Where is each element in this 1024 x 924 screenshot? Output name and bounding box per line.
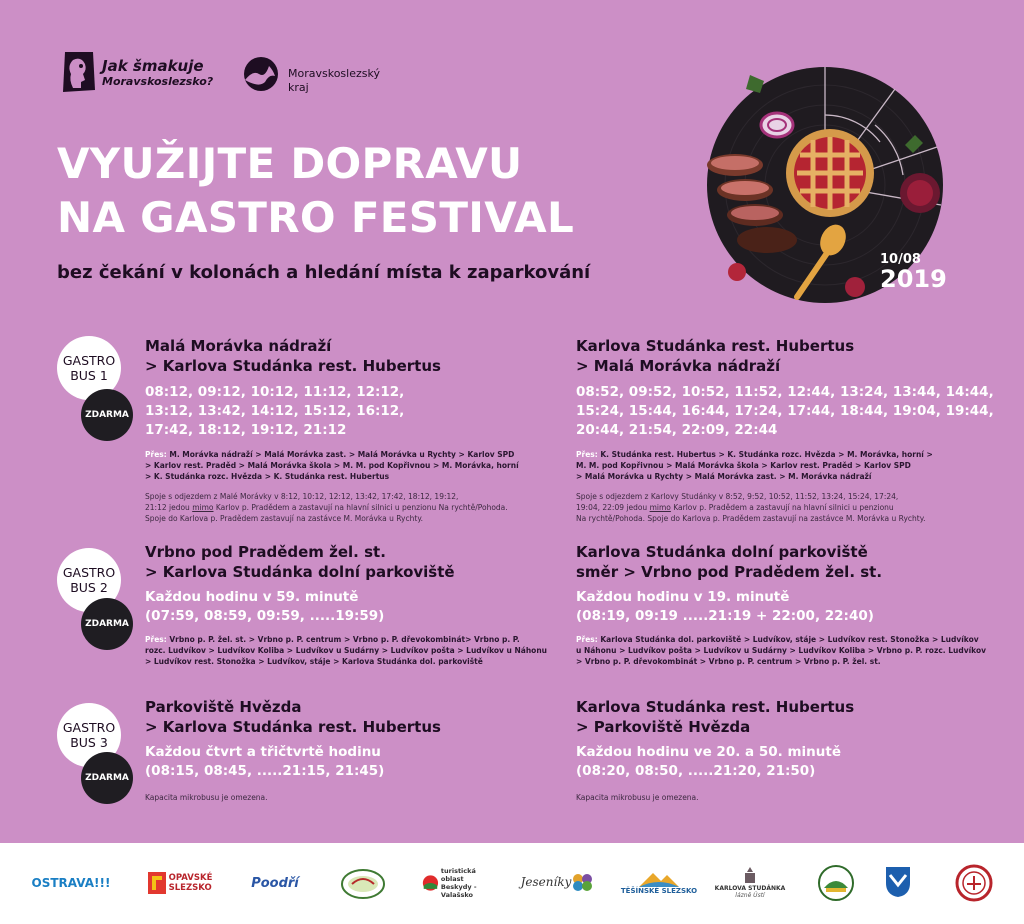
times-line: (08:19, 09:19 .....21:19 + 22:00, 22:40) (576, 608, 874, 624)
bus1-back-note (576, 491, 925, 524)
bus1-back-to: > Malá Morávka nádraží (576, 357, 781, 375)
bus3-free-badge: ZDARMA (81, 752, 133, 804)
sponsor-footer (0, 843, 1024, 924)
bus1-badge-label: BUS 1 (70, 368, 108, 383)
bus1-out-to: > Karlova Studánka rest. Hubertus (145, 357, 441, 375)
round-red-emblem-icon (955, 864, 993, 902)
times-line: (08:15, 08:45, .....21:15, 21:45) (145, 763, 385, 779)
beskydy-valassko-logo (422, 867, 500, 899)
jeseniky-flower-icon (571, 872, 595, 892)
moravske-kravarsko-logo-icon (340, 867, 386, 901)
bus1-back-from: Karlova Studánka rest. Hubertus (576, 337, 855, 355)
festival-date (880, 252, 947, 293)
via-line: M. M. pod Kopřivnou > Malá Morávka škola > Karlov rest. Praděd > Karlov SPD (576, 461, 911, 470)
note-line: Na rychtě/Pohoda. Spoje do Karlova p. Pradědem zastavují na zastávce M. Morávka u Rychty. (576, 514, 926, 523)
note-text: 19:04, 22:09 jedou (576, 503, 650, 512)
times-line: Každou hodinu v 59. minutě (145, 589, 359, 605)
bus3-back-to: > Parkoviště Hvězda (576, 718, 751, 736)
bus1-out-times (145, 383, 404, 440)
via-label: Přes: (145, 635, 167, 644)
logo1-line1: Jak šmakuje (102, 57, 204, 75)
bus3-out-note: Kapacita mikrobusu je omezena. (145, 793, 268, 802)
times-line: 08:52, 09:52, 10:52, 11:52, 12:44, 13:24, 13:44, 14:44, (576, 384, 994, 400)
via-line: > Vrbno p. P. dřevokombinát > Vrbno p. P. centrum > Vrbno p. P. žel. st. (576, 657, 881, 666)
times-line: 17:42, 18:12, 19:12, 21:12 (145, 422, 347, 438)
bus3-out-from: Parkoviště Hvězda (145, 698, 302, 716)
poodri-logo: Poodří (251, 875, 299, 891)
note-line: Spoje s odjezdem z Karlovy Studánky v 8:52, 9:52, 10:52, 11:52, 13:24, 15:24, 17:24, (576, 492, 899, 501)
times-line: (08:20, 08:50, .....21:20, 21:50) (576, 763, 816, 779)
municipal-emblem-green-icon (817, 864, 855, 902)
bus1-out-from: Malá Morávka nádraží (145, 337, 332, 355)
times-line: 15:24, 15:44, 16:44, 17:24, 17:44, 18:44, 19:04, 19:44, (576, 403, 994, 419)
note-line: Spoje do Karlova p. Pradědem zastavují na zastávce M. Morávka u Rychty. (145, 514, 424, 523)
bus3-badge-gastro: GASTRO (62, 720, 116, 735)
beskydy-icon (422, 873, 439, 893)
bus2-out-times (145, 588, 384, 626)
bus1-back-route (576, 336, 854, 376)
tesinske-text: TĚŠÍNSKÉ SLEZSKO (620, 887, 698, 895)
via-line: > Karlov rest. Praděd > Malá Morávka škola > M. M. pod Kopřivnou > M. Morávka, horní (145, 461, 519, 470)
bus3-back-route (576, 697, 854, 737)
karlova-line1: KARLOVA STUDÁNKA (714, 885, 786, 892)
bus2-back-stops (576, 634, 986, 667)
opavske-slezsko-logo (144, 867, 216, 899)
note-text: Karlov p. Pradědem a zastavují na hlavní silnici u penzionu (670, 503, 894, 512)
times-line: (07:59, 08:59, 09:59, .....19:59) (145, 608, 385, 624)
beskydy-line1: turistická oblast (440, 867, 476, 883)
logo2-line2: kraj (288, 81, 309, 94)
opavske-line1: OPAVSKÉ (168, 873, 213, 883)
note-underlined: mimo (649, 503, 671, 512)
jak-smakuje-logo-icon (61, 50, 97, 94)
moravskoslezsky-kraj-logo-text (288, 67, 380, 95)
times-line: 13:12, 13:42, 14:12, 15:12, 16:12, (145, 403, 405, 419)
via-line: M. Morávka nádraží > Malá Morávka zast. > Malá Morávka u Rychty > Karlov SPD (169, 450, 515, 459)
via-line: rozc. Ludvíkov > Ludvíkov Koliba > Ludvíkov u Sudárny > Ludvíkov pošta > Ludvíkov u Náhonu (145, 646, 548, 655)
times-line: Každou hodinu ve 20. a 50. minutě (576, 744, 841, 760)
jeseniky-logo (518, 867, 598, 897)
via-label: Přes: (576, 450, 598, 459)
note-text: 21:12 jedou (145, 503, 193, 512)
via-line: Karlova Studánka dol. parkoviště > Ludvíkov, stáje > Ludvíkov rest. Stonožka > Ludvíkov (600, 635, 979, 644)
via-line: K. Studánka rest. Hubertus > K. Studánka rozc. Hvězda > M. Morávka, horní > (600, 450, 933, 459)
bus1-back-stops (576, 449, 933, 482)
note-text: Karlov p. Pradědem a zastavují na hlavní silnici u penzionu Na rychtě/Pohoda. (213, 503, 508, 512)
bus2-badge-gastro: GASTRO (62, 565, 116, 580)
logo2-line1: Moravskoslezský (288, 67, 380, 80)
bus1-free-badge: ZDARMA (81, 389, 133, 441)
times-line: Každou čtvrt a třičtvrtě hodinu (145, 744, 381, 760)
bus1-back-times (576, 383, 994, 440)
bus2-back-route (576, 542, 882, 582)
bus2-back-from: Karlova Studánka dolní parkoviště (576, 543, 868, 561)
opavske-line2: SLEZSKO (168, 883, 212, 893)
festival-year: 2019 (880, 265, 947, 293)
times-line: 20:44, 21:54, 22:09, 22:44 (576, 422, 778, 438)
subheadline: bez čekání v kolonách a hledání místa k zaparkování (57, 262, 591, 283)
headline (57, 137, 574, 245)
moravskoslezsky-kraj-logo-icon (241, 56, 281, 92)
karlova-studanka-emblem-icon (741, 867, 759, 885)
via-line: > Malá Morávka u Rychty > Malá Morávka zast. > M. Morávka nádraží (576, 472, 872, 481)
logo1-line2: Moravskoslezsko? (102, 75, 214, 88)
bus3-out-route (145, 697, 441, 737)
bus2-back-times (576, 588, 874, 626)
opavske-slezsko-icon (148, 872, 166, 894)
via-line: u Náhonu > Ludvíkov pošta > Ludvíkov u Sudárny > Ludvíkov Koliba > Vrbno p. P. rozc. Ludvíkov (576, 646, 987, 655)
via-line: > Ludvíkov rest. Stonožka > Ludvíkov, stáje > Karlova Studánka dol. parkoviště (145, 657, 483, 666)
bus2-badge-label: BUS 2 (70, 580, 108, 595)
karlova-line2: lázně Ústí (735, 892, 765, 899)
bus2-out-from: Vrbno pod Pradědem žel. st. (145, 543, 386, 561)
headline-line1: VYUŽIJTE DOPRAVU (57, 139, 523, 188)
karlova-studanka-logo (712, 861, 788, 905)
bus2-back-to: směr > Vrbno pod Pradědem žel. st. (576, 563, 883, 581)
bus1-badge-gastro: GASTRO (62, 353, 116, 368)
tesinske-slezsko-logo (620, 863, 698, 903)
bus2-out-route (145, 542, 455, 582)
via-label: Přes: (145, 450, 167, 459)
bus1-out-route (145, 336, 441, 376)
bus1-out-note (145, 491, 508, 524)
festival-day: 10/08 (880, 252, 921, 267)
beskydy-line2: Beskydy - Valašsko (440, 883, 477, 899)
bus2-out-stops (145, 634, 547, 667)
times-line: 08:12, 09:12, 10:12, 11:12, 12:12, (145, 384, 405, 400)
municipal-coat-of-arms-icon (884, 865, 912, 899)
ostrava-logo: OSTRAVA!!! (31, 876, 111, 890)
tesinske-mountain-icon (639, 871, 679, 887)
note-line: Spoje s odjezdem z Malé Morávky v 8:12, 10:12, 12:12, 13:42, 17:42, 18:12, 19:12, (145, 492, 459, 501)
bus3-badge-label: BUS 3 (70, 735, 108, 750)
bus3-out-to: > Karlova Studánka rest. Hubertus (145, 718, 441, 736)
bus3-back-from: Karlova Studánka rest. Hubertus (576, 698, 855, 716)
times-line: Každou hodinu v 19. minutě (576, 589, 790, 605)
bus2-out-to: > Karlova Studánka dolní parkoviště (145, 563, 455, 581)
bus3-back-note: Kapacita mikrobusu je omezena. (576, 793, 699, 802)
bus1-out-stops (145, 449, 519, 482)
via-line: Vrbno p. P. žel. st. > Vrbno p. P. centrum > Vrbno p. P. dřevokombinát> Vrbno p. P. (169, 635, 520, 644)
jak-smakuje-logo-text (102, 58, 213, 90)
bus2-free-badge: ZDARMA (81, 598, 133, 650)
headline-line2: NA GASTRO FESTIVAL (57, 193, 575, 242)
jeseniky-text: Jeseníky (520, 875, 572, 889)
via-label: Přes: (576, 635, 598, 644)
bus3-back-times (576, 743, 841, 781)
note-underlined: mimo (192, 503, 214, 512)
bus3-out-times (145, 743, 384, 781)
via-line: > K. Studánka rozc. Hvězda > K. Studánka rest. Hubertus (145, 472, 390, 481)
